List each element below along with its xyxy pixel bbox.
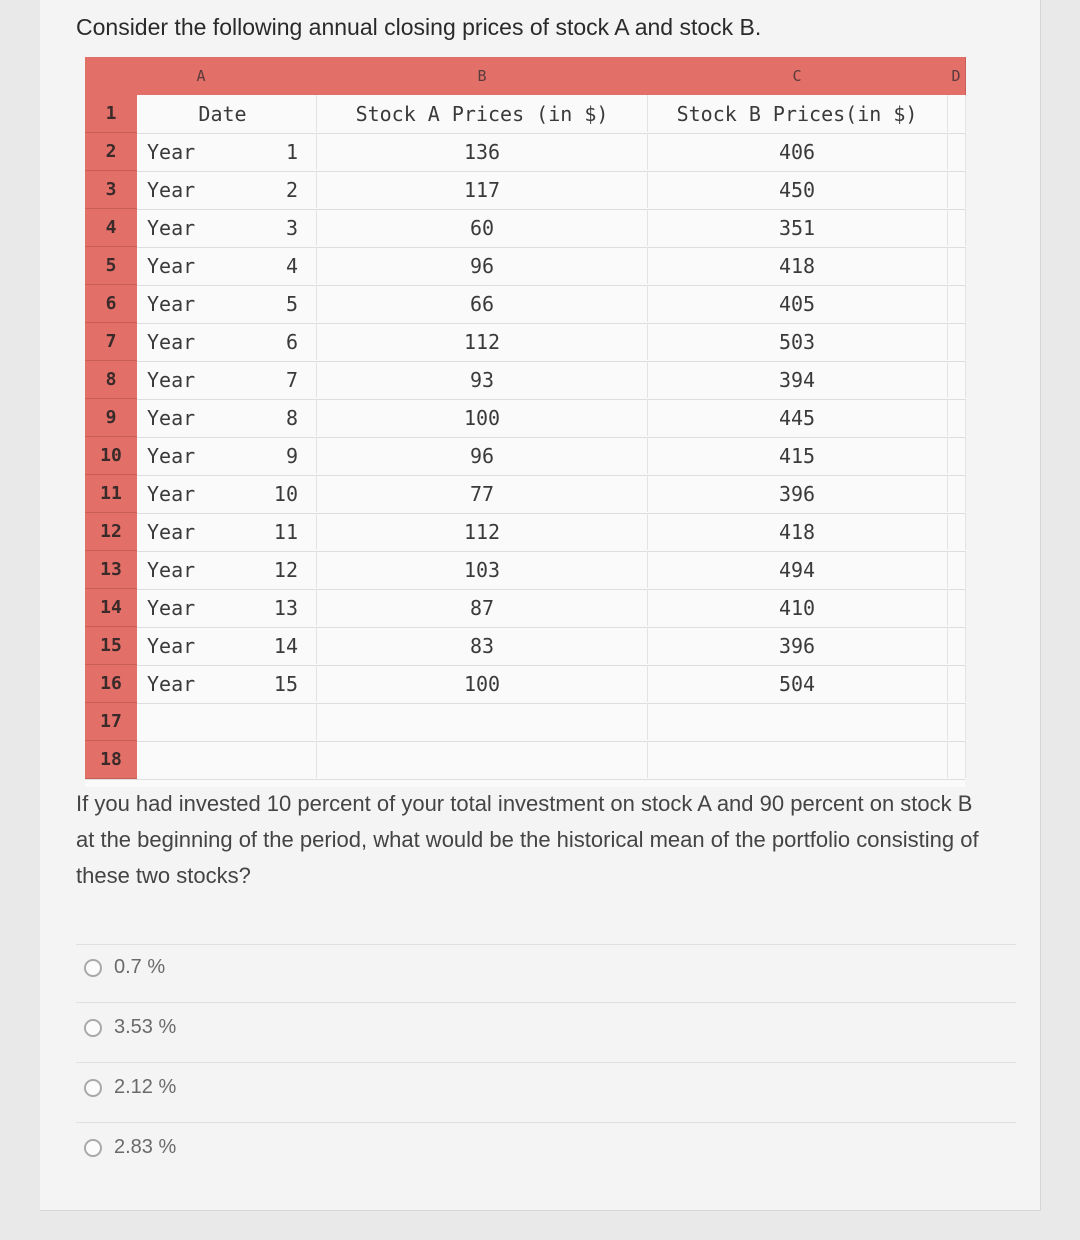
table-row — [85, 399, 965, 438]
year-label: Year — [147, 177, 196, 202]
year-label: Year — [147, 215, 196, 240]
row-number: 4 — [85, 209, 137, 247]
column-header-b: B — [317, 57, 648, 95]
stock-b-price: 396 — [647, 475, 948, 512]
stock-b-price: 406 — [647, 133, 948, 170]
intro-text: Consider the following annual closing prices of stock A and stock B. — [76, 14, 762, 40]
empty-cell — [947, 589, 966, 626]
stock-a-price: 83 — [317, 627, 648, 664]
row-number: 11 — [85, 475, 137, 513]
stock-a-price: 117 — [317, 171, 648, 208]
year-number: 4 — [285, 253, 298, 278]
empty-cell — [137, 741, 317, 778]
year-label: Year — [147, 405, 196, 430]
date-cell — [137, 323, 317, 360]
empty-cell — [947, 399, 966, 436]
date-cell — [137, 437, 317, 474]
table-row — [85, 513, 965, 552]
year-label: Year — [147, 291, 196, 316]
year-number: 3 — [285, 215, 298, 240]
option-4[interactable] — [84, 1136, 176, 1159]
empty-cell — [947, 285, 966, 322]
table-row — [85, 551, 965, 590]
table-row — [85, 285, 965, 324]
year-number: 15 — [273, 671, 298, 696]
year-number: 2 — [285, 177, 298, 202]
divider — [76, 1002, 1016, 1003]
date-cell — [137, 475, 317, 512]
row-number: 14 — [85, 589, 137, 627]
stock-a-price: 100 — [317, 399, 648, 436]
table-row — [85, 437, 965, 476]
stock-a-price: 96 — [317, 437, 648, 474]
stock-b-price: 445 — [647, 399, 948, 436]
column-header-c: C — [647, 57, 948, 95]
empty-cell — [647, 703, 948, 740]
empty-cell — [947, 551, 966, 588]
radio-button[interactable] — [84, 1019, 102, 1037]
date-cell — [137, 589, 317, 626]
spreadsheet-table — [85, 57, 965, 787]
stock-b-price: 418 — [647, 513, 948, 550]
radio-button[interactable] — [84, 1139, 102, 1157]
option-2[interactable] — [84, 1016, 176, 1039]
row-number: 10 — [85, 437, 137, 475]
question-page — [40, 0, 1041, 1211]
date-cell — [137, 513, 317, 550]
empty-cell — [947, 323, 966, 360]
empty-cell — [947, 665, 966, 702]
year-label: Year — [147, 329, 196, 354]
table-row — [85, 665, 965, 704]
row-number: 8 — [85, 361, 137, 399]
table-row — [85, 475, 965, 514]
date-cell — [137, 627, 317, 664]
stock-b-header: Stock B Prices(in $) — [647, 95, 948, 132]
empty-cell — [317, 741, 648, 778]
year-label: Year — [147, 519, 196, 544]
table-row — [85, 209, 965, 248]
year-label: Year — [147, 139, 196, 164]
row-number: 5 — [85, 247, 137, 285]
stock-a-price: 100 — [317, 665, 648, 702]
stock-b-price: 394 — [647, 361, 948, 398]
year-label: Year — [147, 481, 196, 506]
divider — [76, 944, 1016, 945]
stock-b-price: 405 — [647, 285, 948, 322]
empty-cell — [947, 133, 966, 170]
stock-a-price: 103 — [317, 551, 648, 588]
date-cell — [137, 399, 317, 436]
date-cell — [137, 133, 317, 170]
table-row — [85, 361, 965, 400]
empty-cell — [947, 171, 966, 208]
column-header-a: A — [85, 57, 318, 95]
year-number: 10 — [273, 481, 298, 506]
row-number: 13 — [85, 551, 137, 589]
empty-cell — [947, 513, 966, 550]
year-number: 8 — [285, 405, 298, 430]
row-number: 18 — [85, 741, 137, 779]
table-row — [85, 171, 965, 210]
radio-button[interactable] — [84, 1079, 102, 1097]
empty-cell — [947, 627, 966, 664]
year-number: 9 — [285, 443, 298, 468]
empty-cell — [947, 209, 966, 246]
option-1[interactable] — [84, 956, 165, 979]
row-number: 17 — [85, 703, 137, 741]
option-label: 3.53 % — [114, 1016, 177, 1038]
year-number: 7 — [285, 367, 298, 392]
option-label: 2.12 % — [114, 1076, 177, 1098]
empty-cell — [947, 475, 966, 512]
year-number: 13 — [273, 595, 298, 620]
empty-cell — [947, 95, 966, 132]
divider — [76, 1062, 1016, 1063]
year-label: Year — [147, 633, 196, 658]
column-header-d: D — [947, 57, 966, 95]
row-number: 15 — [85, 627, 137, 665]
table-row — [85, 741, 965, 780]
stock-b-price: 494 — [647, 551, 948, 588]
year-label: Year — [147, 253, 196, 278]
row-number: 12 — [85, 513, 137, 551]
stock-a-price: 93 — [317, 361, 648, 398]
year-label: Year — [147, 443, 196, 468]
date-cell — [137, 665, 317, 702]
table-row — [85, 627, 965, 666]
column-header-bar — [85, 57, 965, 95]
table-row — [85, 703, 965, 742]
row-number: 3 — [85, 171, 137, 209]
empty-cell — [317, 703, 648, 740]
date-cell — [137, 209, 317, 246]
empty-cell — [947, 437, 966, 474]
year-number: 6 — [285, 329, 298, 354]
year-label: Year — [147, 595, 196, 620]
stock-a-price: 136 — [317, 133, 648, 170]
stock-a-price: 60 — [317, 209, 648, 246]
stock-b-price: 418 — [647, 247, 948, 284]
year-number: 11 — [273, 519, 298, 544]
stock-b-price: 503 — [647, 323, 948, 360]
radio-button[interactable] — [84, 959, 102, 977]
row-number: 9 — [85, 399, 137, 437]
row-number: 1 — [85, 95, 137, 133]
year-label: Year — [147, 367, 196, 392]
empty-cell — [947, 361, 966, 398]
stock-a-price: 112 — [317, 513, 648, 550]
stock-a-price: 77 — [317, 475, 648, 512]
table-row — [85, 323, 965, 362]
stock-b-price: 396 — [647, 627, 948, 664]
row-number: 2 — [85, 133, 137, 171]
stock-a-header: Stock A Prices (in $) — [317, 95, 648, 132]
table-row — [85, 589, 965, 628]
stock-b-price: 504 — [647, 665, 948, 702]
year-number: 12 — [273, 557, 298, 582]
year-number: 5 — [285, 291, 298, 316]
option-3[interactable] — [84, 1076, 176, 1099]
year-label: Year — [147, 557, 196, 582]
stock-b-price: 351 — [647, 209, 948, 246]
empty-cell — [947, 703, 966, 740]
option-label: 0.7 % — [114, 956, 166, 978]
stock-a-price: 96 — [317, 247, 648, 284]
year-label: Year — [147, 671, 196, 696]
question-text: If you had invested 10 percent of your total investment on stock A and 90 percent on stock B at the beginning of the period, what would be the historical mean of the portfolio consisting of these two stocks? — [76, 791, 979, 888]
empty-cell — [947, 741, 966, 778]
table-header-row — [85, 95, 965, 134]
date-cell — [137, 551, 317, 588]
year-number: 14 — [273, 633, 298, 658]
date-cell — [137, 171, 317, 208]
divider — [76, 1122, 1016, 1123]
date-cell — [137, 361, 317, 398]
row-number: 16 — [85, 665, 137, 703]
stock-b-price: 450 — [647, 171, 948, 208]
year-number: 1 — [285, 139, 298, 164]
date-header: Date — [137, 95, 317, 132]
date-cell — [137, 285, 317, 322]
date-cell — [137, 247, 317, 284]
empty-cell — [647, 741, 948, 778]
stock-b-price: 415 — [647, 437, 948, 474]
stock-a-price: 112 — [317, 323, 648, 360]
table-row — [85, 247, 965, 286]
row-number: 7 — [85, 323, 137, 361]
stock-a-price: 87 — [317, 589, 648, 626]
option-label: 2.83 % — [114, 1136, 177, 1158]
stock-b-price: 410 — [647, 589, 948, 626]
stock-a-price: 66 — [317, 285, 648, 322]
table-row — [85, 133, 965, 172]
empty-cell — [947, 247, 966, 284]
row-number: 6 — [85, 285, 137, 323]
empty-cell — [137, 703, 317, 740]
